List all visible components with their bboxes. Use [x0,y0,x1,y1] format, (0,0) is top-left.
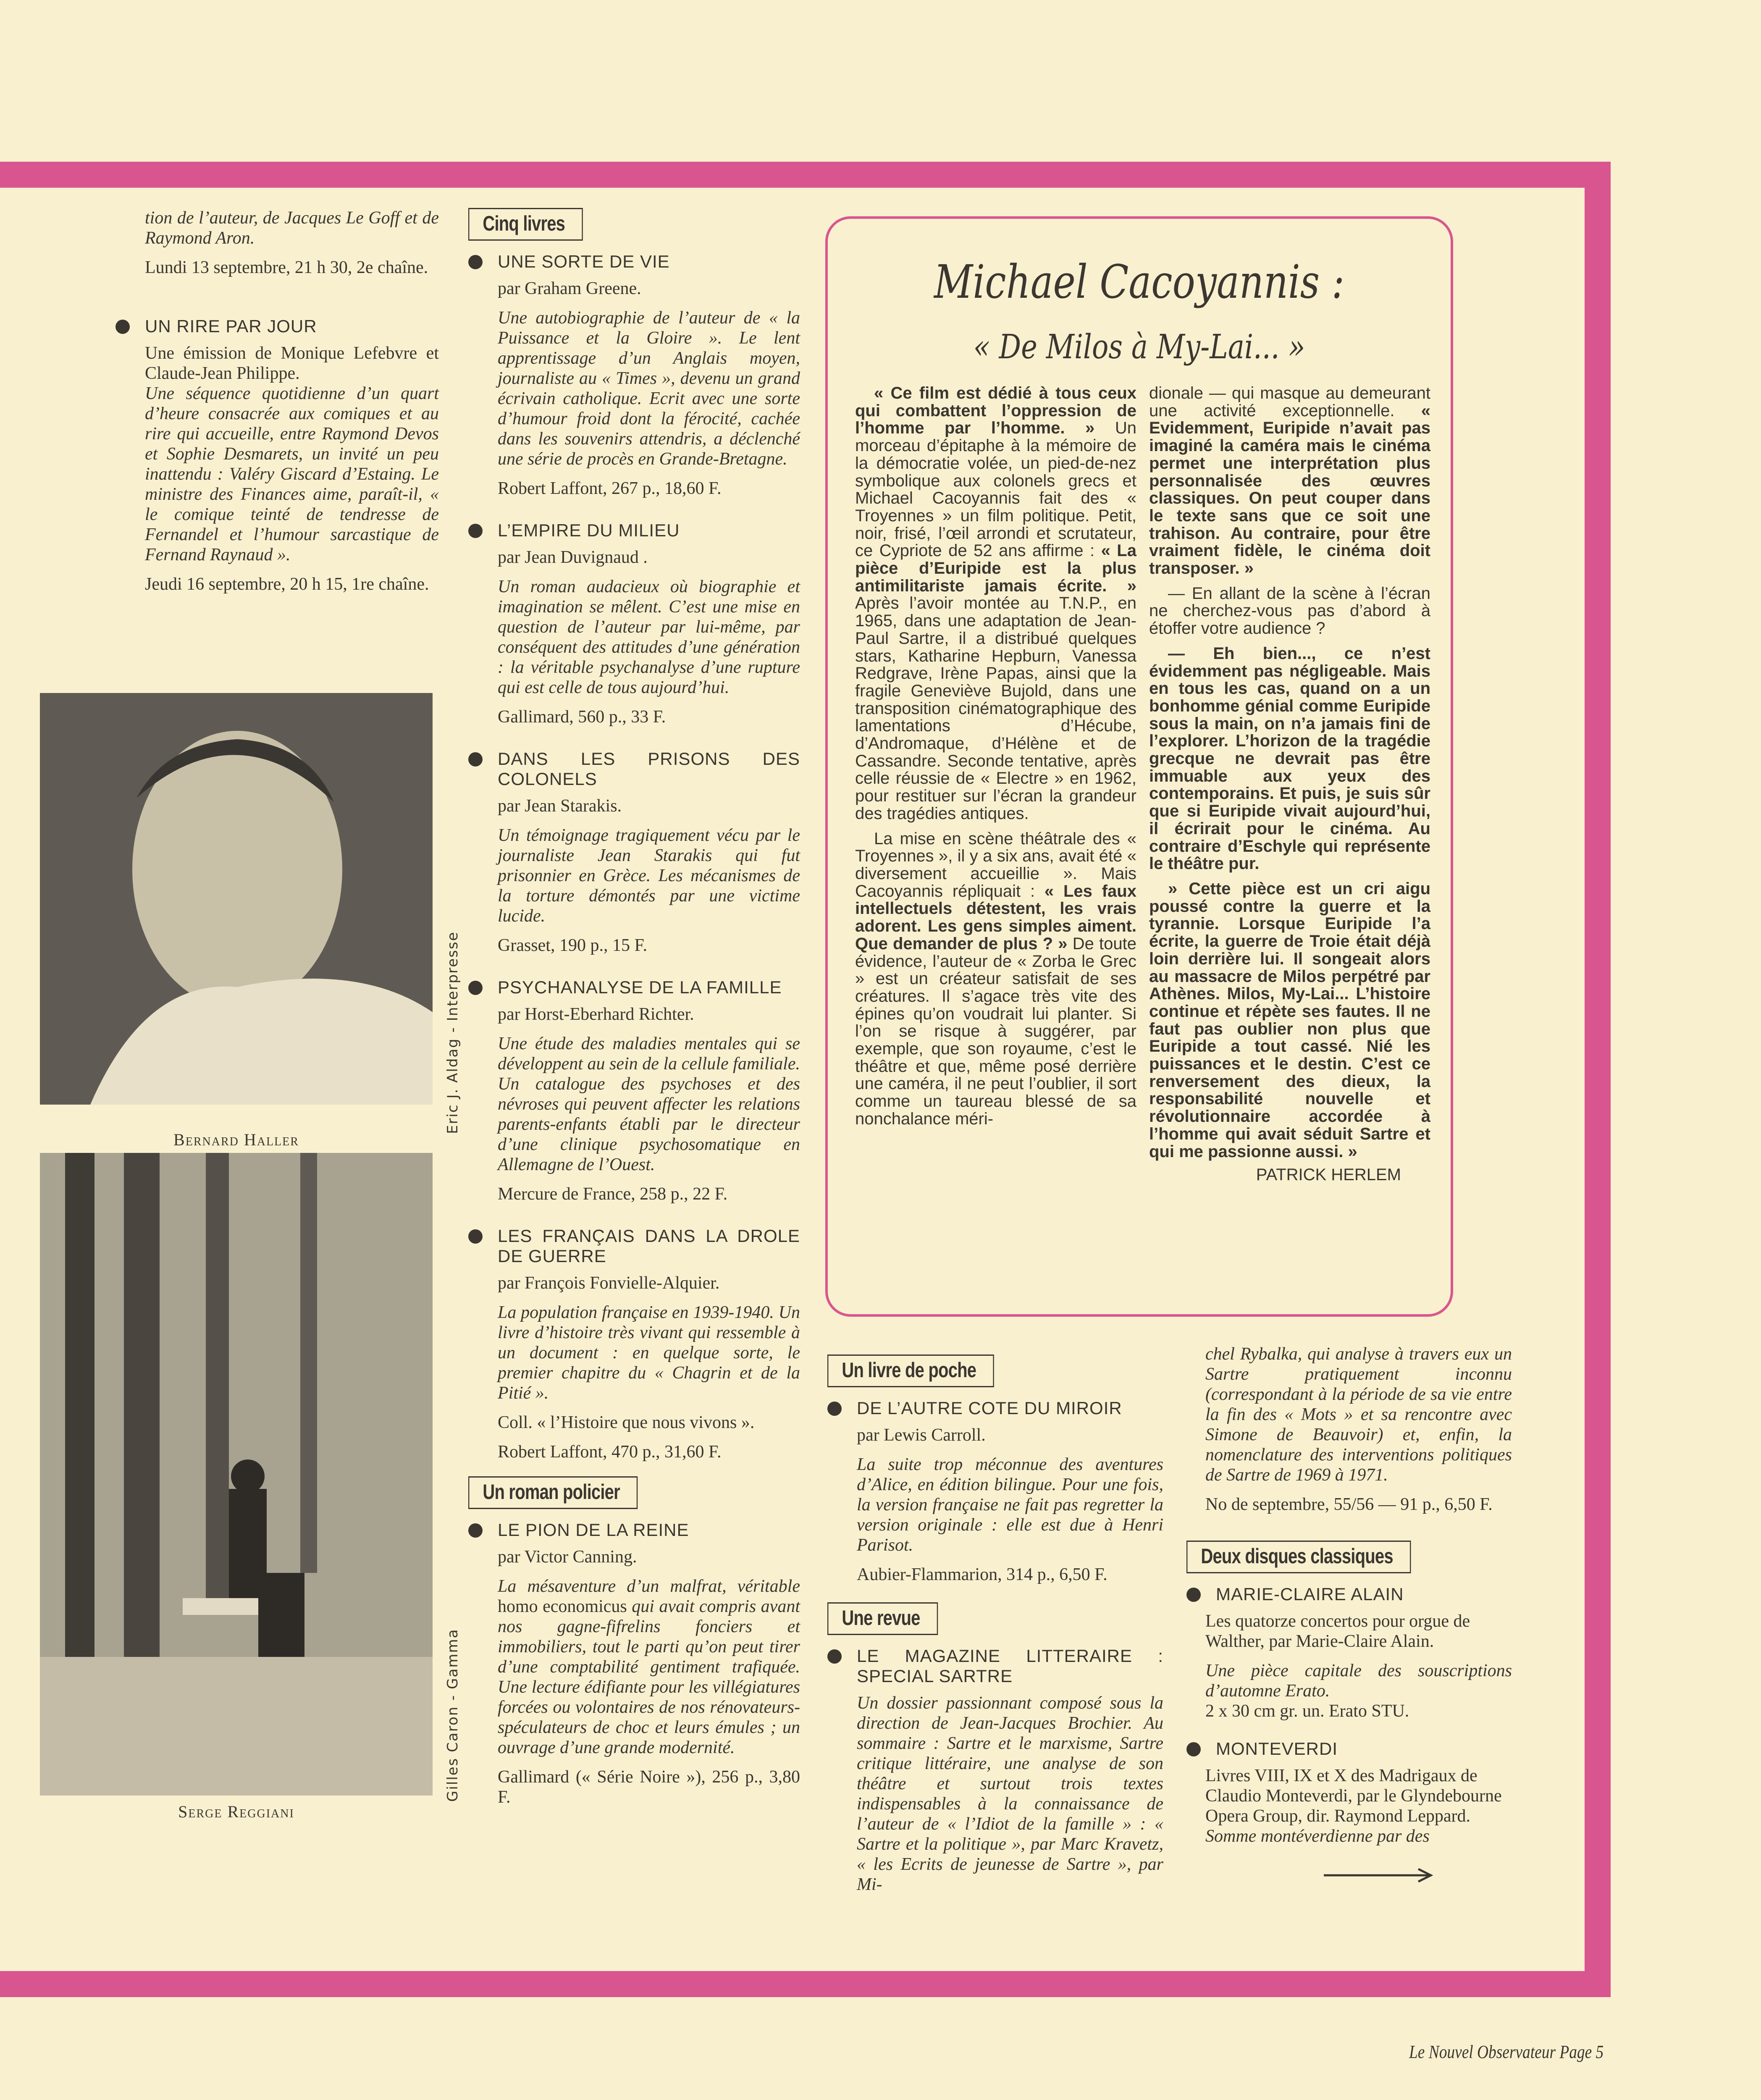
interview-para-1 [855,385,1136,823]
policier-desc-a: La mésaventure d’un malfrat, véritable [498,1577,800,1596]
policier-desc [498,1576,800,1758]
disque-desc: Une pièce capitale des souscriptions d’automne Erato. [1205,1661,1512,1701]
photo-caption-2: Serge Reggiani [178,1802,294,1821]
continued-arrow-icon [1324,1867,1433,1884]
book-title-text: DANS LES PRISONS DES COLONELS [498,749,800,789]
section-heading-une-revue: Une revue [827,1602,938,1635]
disque-title [1186,1739,1512,1759]
book-item [468,749,800,956]
answer-bold: — Eh bien..., ce n’est évidemment pas négligeable. Mais en tous les cas, quand on a un bonhomme génial comme Euripide sous la main, on n’a jamais fini de l’explorer. L’horizon de la tragédie grecque ne devrait pas être immuable aux yeux des contemporains. Et puis, je suis sûr que si Euripide vivait aujourd’hui, il écrirait pour le cinéma. Au contraire d’Eschyle qui représente le théâtre pur. [1149,644,1430,873]
book-desc: Une étude des maladies mentales qui se développent au sein de la cellule familiale. Un catalogue des psychoses et des névroses qui peuvent affecter les relations parents-enfants établi par le directeur d’une clinique psychosomatique en Allemagne de l’Ouest. [498,1034,800,1174]
interview-answer-2 [1149,880,1430,1160]
book-author: par Graham Greene. [498,279,641,298]
poche-pub: Aubier-Flammarion, 314 p., 6,50 F. [857,1565,1108,1584]
photo-serge-reggiani [40,1153,433,1796]
park-illustration [40,1153,433,1796]
disque-ref: 2 x 30 cm gr. un. Erato STU. [1205,1701,1409,1721]
policier-desc-b: qui avait compris avant nos gagne-fifrelins fonciers et immobiliers, tout le parti qu’on peut tirer d’une comptabilité gentiment trafiquée. Une lecture édifiante pour les villégiatures forcées ou volontaires de nos rénovateurs-spéculateurs de choc et leurs émules ; un ouvrage d’une grande modernité. [498,1597,800,1757]
portrait-illustration [40,693,433,1105]
book-title-text: PSYCHANALYSE DE LA FAMILLE [498,977,782,997]
book-pub: Robert Laffont, 470 p., 31,60 F. [498,1442,722,1462]
bullet-icon [115,320,130,334]
revue-title-text: LE MAGAZINE LITTERAIRE : SPECIAL SARTRE [857,1646,1163,1686]
book-desc: Un roman audacieux où biographie et imagination se mêlent. C’est une mise en question de l’auteur par lui-même, par conséquent des attitudes d’une génération : la véritable psychanalyse d’une rupture qui est celle de tous aujourd’hui. [498,577,800,697]
item-desc: Une séquence quotidienne d’un quart d’heure consacrée aux comiques et au rire qui accueille, entre Raymond Devos et Sophie Desmarets, un invité un peu inattendu : Valéry Giscard d’Estaing. Le ministre des Finances aime, paraît-il, « le comique teinté de tendresse de Fernandel et l’humour sarcastique de Fernand Raynaud ». [145,384,439,564]
photo-credit-2: Gilles Caron - Gamma [444,1628,461,1802]
book-desc: Une autobiographie de l’auteur de « la Puissance et la Gloire ». Le lent apprentissage d’un Anglais moyen, journaliste au « Times », devenu un grand écrivain catholique. Ecrit avec une sorte d’humour froid dont la férocité, cachée dans les souvenirs attendris, a déclenché une série de procès en Grande-Bretagne. [498,308,800,469]
revue-title [827,1646,1163,1686]
photo-caption-1: Bernard Haller [173,1130,299,1149]
quote-bold: « La pièce d’Euripide est la plus antimilitariste jamais écrite. » [855,541,1136,595]
quote-bold: « Les faux intellectuels détestent, les vrais adorent. Les gens simples aiment. Que demander de plus ? » [855,882,1136,953]
revue-desc-continued: chel Rybalka, qui analyse à travers eux un Sartre pratiquement inconnu (correspondant à la période de sa vie entre la fin des « Mots » et sa rencontre avec Simone de Beauvoir) et, enfin, la nomenclature des interventions politiques de Sartre de 1969 à 1971. [1205,1344,1512,1485]
interview-subtitle: « De Milos à My-Lai... » [973,327,1305,366]
book-desc: La population française en 1939-1940. Un livre d’histoire très vivant qui ressemble à un document : en quelque sorte, le premier chapitre du « Chagrin et de la Pitié ». [498,1303,800,1403]
book-author: par Horst-Eberhard Richter. [498,1005,694,1024]
book-pub: Robert Laffont, 267 p., 18,60 F. [498,479,722,498]
photo-bernard-haller [40,693,433,1105]
book-title [468,1226,800,1266]
book-title [468,749,800,789]
column-books [468,208,800,1816]
intro-text: tion de l’auteur, de Jacques Le Goff et de Raymond Aron. [145,208,439,248]
section-heading-cinq-livres: Cinq livres [468,208,583,241]
column-revue-disques [1176,1344,1512,1856]
policier-desc-roman: homo economicus [498,1597,627,1616]
disque-desc: Somme montéverdienne par des [1205,1827,1430,1846]
para-text: La mise en scène théâtrale des « Troyennes », il y a six ans, avait été « diversement accueillie ». Mais Cacoyannis répliquait : [855,829,1136,900]
quote-bold: « Ce film est dédié à tous ceux qui combattent l’oppression de l’homme par l’homme. » [855,384,1136,438]
section-heading-disques: Deux disques classiques [1186,1541,1411,1573]
para-text: dionale — qui masque au demeurant une activité exceptionnelle. [1149,384,1430,420]
revue-pub: No de septembre, 55/56 — 91 p., 6,50 F. [1205,1495,1493,1514]
page-footer: Le Nouvel Observateur Page 5 [1409,2042,1604,2062]
column-poche-revue [827,1354,1163,1904]
bullet-icon [468,255,483,269]
disque-title-text: MARIE-CLAIRE ALAIN [1216,1584,1404,1604]
poche-title [827,1398,1163,1418]
book-desc: Un témoignage tragiquement vécu par le journaliste Jean Starakis qui fut prisonnier en Grèce. Les mécanismes de la torture démontés par une victime lucide. [498,826,800,926]
interview-question: — En allant de la scène à l’écran ne cherchez-vous pas d’abord à étoffer votre audience ? [1149,584,1430,638]
poche-desc: La suite trop méconnue des aventures d’Alice, en édition bilingue. Pour une fois, la version française ne fait pas regretter la version originale : elle est due à Henri Parisot. [857,1455,1163,1555]
item-title-text: UN RIRE PAR JOUR [145,316,317,336]
para-text: Après l’avoir montée au T.N.P., en 1965, dans une adaptation de Jean-Paul Sartre, il a distribué quelques stars, Katharine Hepburn, Vanessa Redgrave, Irène Papas, ainsi que la fragile Geneviève Bujold, dans une transposition cinématographique des lamentations d’Hécube, d’Andromaque, d’Hélène et de Cassandre. Seconde tentative, après celle réussie de « Electre » en 1962, pour restituer sur l’écran la grandeur des tragédies antiques. [855,594,1136,823]
book-title-text: LES FRANÇAIS DANS LA DROLE DE GUERRE [498,1226,800,1266]
disque-text: Livres VIII, IX et X des Madrigaux de Claudio Monteverdi, par le Glyndebourne Opera Group, dir. Raymond Leppard. [1205,1766,1502,1826]
policier-title [468,1520,800,1540]
policier-author: par Victor Canning. [498,1547,637,1567]
section-heading-roman-policier: Un roman policier [468,1476,638,1509]
answer-bold: » Cette pièce est un cri aigu poussé contre la guerre et la tyrannie. Lorsque Euripide l’a écrite, la guerre de Troie était déjà loin derrière lui. Il songeait alors au massacre de Milos perpétré par Athènes. Milos, My-Lai... L’histoire continue et répète ses fautes. Il ne faut pas oublier non plus que Euripide a tout cassé. Nié les puissances et le destin. C’est ce renversement des dieux, la responsabilité nouvelle et révolutionnaire accordée à l’homme qui avait séduit Sartre et qui me passionne aussi. » [1149,879,1430,1161]
bullet-icon [468,1229,483,1244]
policier-pub: Gallimard (« Série Noire »), 256 p., 3,80 F. [498,1767,800,1807]
disque-title [1186,1584,1512,1604]
book-author: par Jean Starakis. [498,796,622,816]
book-title [468,252,800,272]
poche-title-text: DE L’AUTRE COTE DU MIROIR [857,1398,1122,1418]
interview-box [825,216,1453,1317]
book-title-text: UNE SORTE DE VIE [498,252,670,271]
policier-item [468,1520,800,1807]
interview-answer-1 [1149,645,1430,873]
book-title-text: L’EMPIRE DU MILIEU [498,520,680,540]
book-item [468,252,800,499]
book-pub: Grasset, 190 p., 15 F. [498,936,647,955]
bullet-icon [1186,1742,1201,1756]
revue-desc: Un dossier passionnant composé sous la direction de Jean-Jacques Brochier. Au sommaire : Sartre et le marxisme, Sartre critique littéraire, une analyse de son théâtre et surtout trois textes indispensables à la connaissance de l’auteur de « l’Idiot de la famille » : « Sartre et la politique », par Marc Kravetz, « les Ecrits de jeunesse de Sartre », par Mi- [857,1693,1163,1894]
interview-title: Michael Cacoyannis : [934,255,1345,309]
item-schedule: Jeudi 16 septembre, 20 h 15, 1re chaîne. [145,575,429,594]
item-title [115,316,439,336]
poche-author: par Lewis Carroll. [857,1425,986,1445]
bullet-icon [468,752,483,766]
bullet-icon [468,981,483,995]
book-pub: Gallimard, 560 p., 33 F. [498,707,666,727]
item-byline: Une émission de Monique Lefebvre et Claude-Jean Philippe. [145,344,439,383]
book-item [468,1226,800,1462]
book-item [468,977,800,1204]
interview-column-2 [1149,385,1430,1193]
bullet-icon [827,1402,842,1416]
book-title [468,520,800,541]
interview-para-3 [1149,385,1430,578]
interview-signature: PATRICK HERLEM [1256,1166,1401,1184]
book-pub: Mercure de France, 258 p., 22 F. [498,1184,728,1204]
para-text: Un morceau d’épitaphe à la mémoire de la démocratie volée, un pied-de-nez symbolique aux colonels grecs et Michael Cacoyannis fait des « Troyennes » un film politique. Petit, noir, frisé, l’œil arrondi et scrutateur, ce Cypriote de 52 ans affirme : [855,419,1136,560]
book-coll: Coll. « l’Histoire que nous vivons ». [498,1413,755,1432]
book-title [468,977,800,998]
para-text: De toute évidence, l’auteur de « Zorba le Grec » est un créateur satisfait de ses créatures. Il s’agace très vite des épines qu’on voudrait lui planter. Si l’on se risque à suggérer, par exemple, que son royaume, c’est le théâtre et que, même posé derrière une caméra, il ne peut l’oublier, il sort comme un taureau blessé de sa nonchalance méri- [855,934,1136,1128]
disque-text: Les quatorze concertos pour orgue de Walther, par Marie-Claire Alain. [1205,1612,1470,1651]
bullet-icon [468,1523,483,1538]
section-heading-livre-de-poche: Un livre de poche [827,1354,994,1387]
quote-bold: « Evidemment, Euripide n’avait pas imaginé la caméra mais le cinéma permet une interprétation plus personnalisée des œuvres classiques. On peut couper dans le texte sans que ce soit une trahison. Au contraire, pour être vraiment fidèle, le cinéma doit transposer. » [1149,401,1430,578]
bullet-icon [468,524,483,538]
column-tv [145,208,439,604]
interview-column-1 [855,385,1136,1137]
interview-para-2 [855,830,1136,1128]
book-author: par Jean Duvignaud . [498,548,648,567]
intro-schedule: Lundi 13 septembre, 21 h 30, 2e chaîne. [145,258,428,277]
photo-credit-1: Eric J. Aldag - Interpresse [444,931,461,1134]
book-author: par François Fonvielle-Alquier. [498,1273,720,1293]
disque-title-text: MONTEVERDI [1216,1739,1338,1759]
bullet-icon [1186,1588,1201,1602]
policier-title-text: LE PION DE LA REINE [498,1520,689,1540]
bullet-icon [827,1649,842,1664]
book-item [468,520,800,727]
